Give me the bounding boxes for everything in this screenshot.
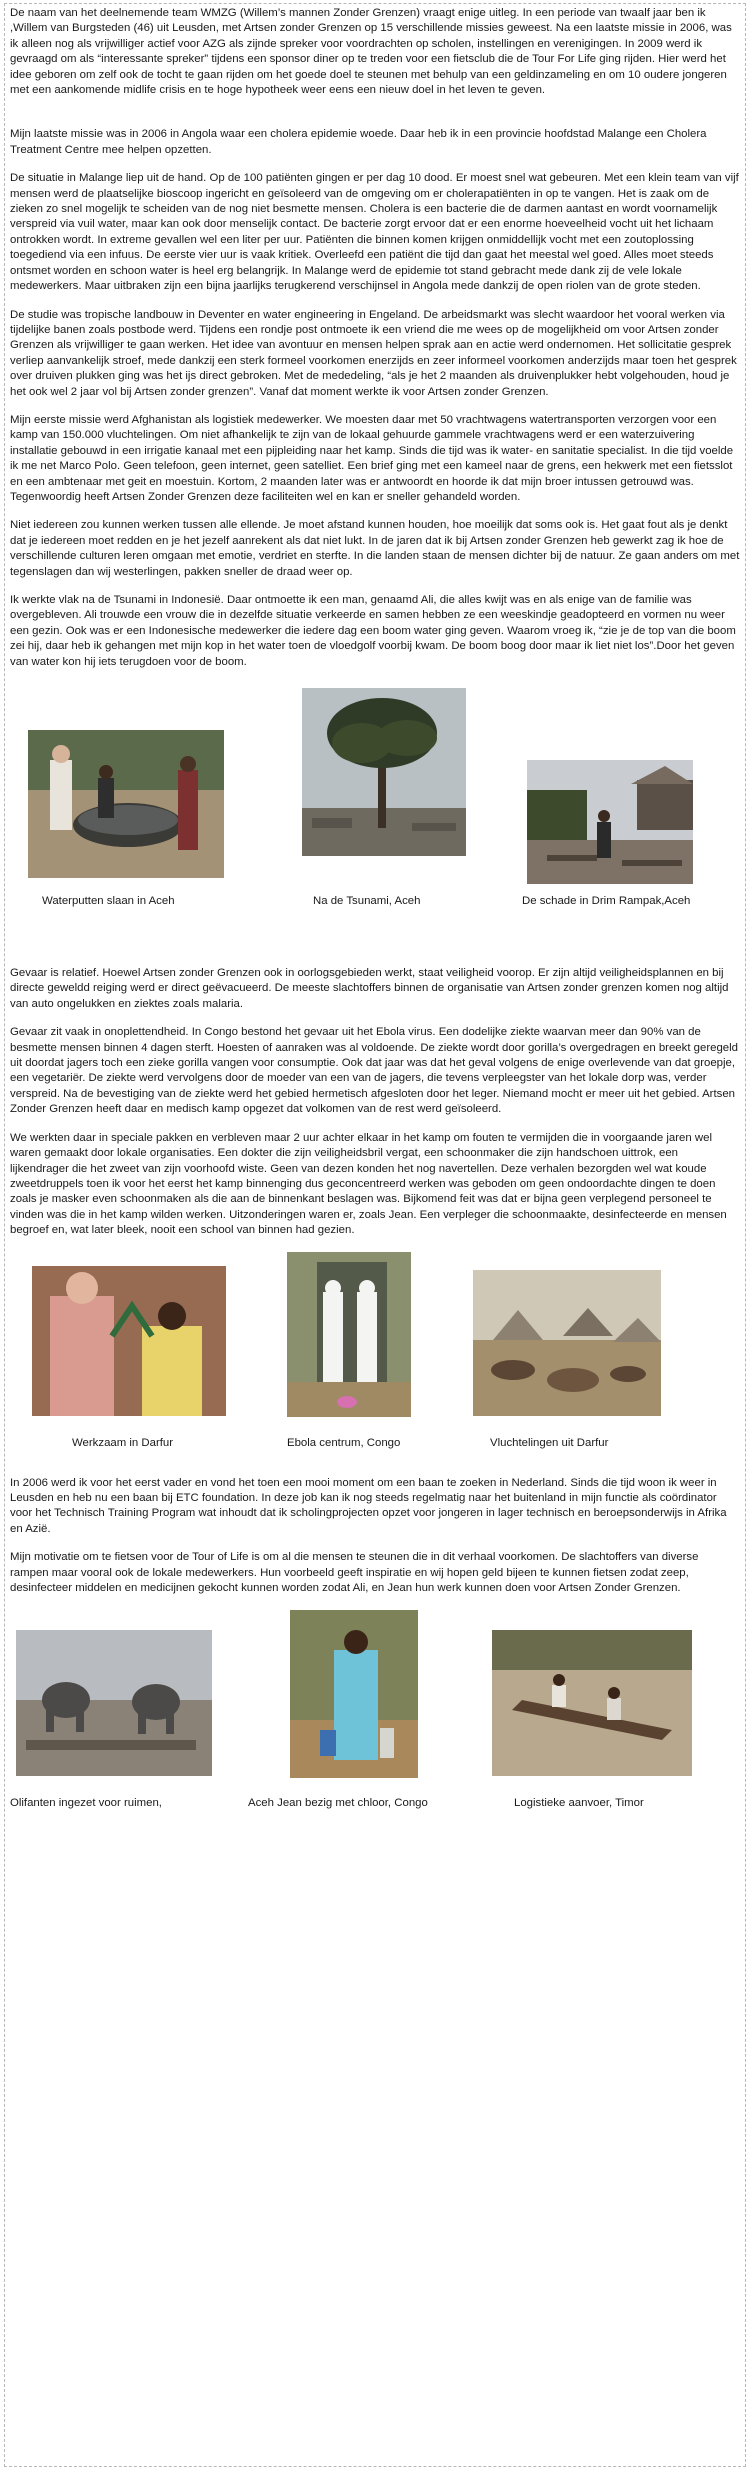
photo-row-aceh <box>10 688 740 926</box>
photo-row-darfur-congo <box>10 1252 740 1464</box>
caption-elephants: Olifanten ingezet voor ruimen, <box>10 1797 162 1810</box>
caption-canoe: Logistieke aanvoer, Timor <box>514 1797 644 1810</box>
camp-paragraph: We werkten daar in speciale pakken en verbleven maar 2 uur achter elkaar in het kamp om fouten te vermijden die in voorgaande jaren wel waren gemaakt door lokale organisaties. Een dokter die zijn veiligheidsbril vergat, een schoonmaker die zijn handschoen uittrok, een lijkendrager die het zweet van zijn voorhoofd wiste. Geen van dezen konden het nog navertellen. Deze verhalen bezorgden wel wat koude zweetdruppels toen ik voor het eerst het kamp binnenging dus geconcentreerd werken was geboden om geen ondoordachte dingen te doen zoals je masker even schoonmaken als die aan de binnenkant beslagen was. Bijkomend feit was dat er bijna geen verplegend personeel te vinden was die in het kamp wilden werken. Uitzonderingen waren er, zoals Jean. Een verpleger die schoonmaakte, desinfecteerde en mensen begroef en, wat later bleek, nooit een school van binnen had gezien. <box>10 1131 727 1237</box>
angola-paragraph: Mijn laatste missie was in 2006 in Angola waar een cholera epidemie woede. Daar heb ik in een provincie hoofdstad Malange een Cholera Treatment Centre mee helpen opzetten. <box>10 128 707 156</box>
darfur-workers-photo <box>32 1266 226 1416</box>
caption-destroyed-village: De schade in Drim Rampak,Aceh <box>522 895 691 908</box>
caption-tree-tsunami: Na de Tsunami, Aceh <box>313 895 421 908</box>
caption-refugee-camp: Vluchtelingen uit Darfur <box>490 1436 609 1449</box>
elephants-clearing-photo <box>16 1630 212 1776</box>
destroyed-village-photo <box>527 760 693 884</box>
study-paragraph: De studie was tropische landbouw in Deventer en water engineering in Engeland. De arbeidsmarkt was slecht waardoor het vooral werken via tijdelijke banen zoals postbode werd. Tijdens een rondje post ontmoete ik een vriend die me wees op de mogelijkheid om voor Artsen zonder Grenzen als vrijwilliger te gaan werken. Het idee van avontuur en mensen helpen sprak aan en actie werd ondernomen. Het sollicitatie gesprek verliep aanvankelijk stroef, mede dankzij een sterk formeel voorkomen enerzijds en zeer informeel voorkomen anderzijds maar toen het gesprek over druiven plukken ging was het ijs direct gebroken. Met de mededeling, “als je het 2 maanden als druivenplukker hebt volgehouden, houd je het ook wel 2 jaar vol bij Artsen zonder grenzen”. Vanaf dat moment werkte ik voor Artsen zonder Grenzen. <box>10 308 737 398</box>
canoe-transport-photo <box>492 1630 692 1776</box>
jean-chlorine-photo <box>290 1610 418 1778</box>
caption-ebola-centre: Ebola centrum, Congo <box>287 1436 401 1449</box>
motivation-paragraph: Mijn motivatie om te fietsen voor de Tour of Life is om al die mensen te steunen die in dit verhaal voorkomen. De slachtoffers van diverse rampen maar vooral ook de lokale medewerkers. Hun voorbeeld geeft inspiratie en wij hopen geld bijeen te kunnen fietsen zodat zeep, desinfecteer middelen en medicijnen gekocht kunnen worden zodat Ali, en Jean hun werk kunnen doen voor Artsen Zonder Grenzen. <box>10 1551 699 1594</box>
malange-paragraph: De situatie in Malange liep uit de hand. Op de 100 patiënten gingen er per dag 10 dood. Er moest snel wat gebeuren. Met een klein team van vijf mensen werd de plaatselijke bioscoop ingericht en geïsoleerd van de omgeving om er cholerapatiënten in op te vangen. Het is zaak om de zieken zo snel mogelijk te scheiden van de nog niet besmette mensen. Cholera is een bacterie die de darmen aantast en wordt voornamelijk verspreid via vuil water, maar kan ook door menselijk contact. De bacterie zorgt ervoor dat er een enorme hoeveelheid vocht uit het lichaam ontrokken wordt. In extreme gevallen wel een liter per uur. Patiënten die binnen komen krijgen onmiddellijk vocht met een zoutoplossing toegediend via een infuus. De eerste vier uur is vaak kritiek. Overleefd een patiënt die tijd dan gaat het meestal wel goed. Alles moet steeds ontsmet worden en schoon water is heel erg belangrijk. In Malange werd de epidemie tot stand gebracht mede dank zij de vele lokale medewerkers. Maar uitbraken zijn een bijna jaarlijks terugkerend verschijnsel in Angola mede dankzij de open riolen van de grote steden. <box>10 172 739 293</box>
ebola-paragraph: Gevaar zit vaak in onoplettendheid. In Congo bestond het gevaar uit het Ebola virus. Een dodelijke ziekte waarvan meer dan 90% van de besmette mensen binnen 4 dagen sterft. Hoesten of aanraken was al voldoende. De ziekte wordt door gorilla’s overgedragen en breekt geregeld uit doordat jagers toch een zieke gorilla vangen voor consumptie. Ook dat jaar was dat het geval volgens de enige overlevende van dat groepje, een vegetariër. De ziekte werd vervolgens door de moeder van een van de jagers, die tevens verpleegster van het lokale dorp was, verder verspreid. Na de bevestiging van de ziekte werd het gebied hermetisch afgesloten door het leger. Niemand mocht er meer uit het gebied. Artsen Zonder Grenzen heeft daar en medisch kamp opgezet dat volkomen van de rest werd geïsoleerd. <box>10 1026 738 1116</box>
ebola-centre-photo <box>287 1252 411 1417</box>
tree-after-tsunami-photo <box>302 688 466 856</box>
danger-paragraph: Gevaar is relatief. Hoewel Artsen zonder Grenzen ook in oorlogsgebieden werkt, staat veiligheid voorop. Er zijn altijd veiligheidsplannen en bij directe geweldd reiging werd er direct geëvacueerd. De meeste slachtoffers binnen de organisatie van Artsen zonder grenzen komen nog altijd van auto ongelukken en ziektes zoals malaria. <box>10 967 729 1010</box>
tsunami-paragraph: Ik werkte vlak na de Tsunami in Indonesië. Daar ontmoette ik een man, genaamd Ali, die alles kwijt was en als enige van de familie was overgebleven. Ali trouwde een vrouw die in dezelfde situatie verkeerde en samen hebben ze een weeskindje geadopteerd en vormen nu weer een gezin. Ook was er een Indonesische medewerker die iedere dag een boom water ging geven. Waarom vroeg ik, “zie je de top van die boom zei hij, daar heb ik gehangen met mijn kop in het water toen de vloedgolf voorbij kwam. De boom boog door maar ik liet niet los”.Door het geven van water kon hij iets terugdoen voor de boom. <box>10 594 736 668</box>
caption-jean-chlorine: Aceh Jean bezig met chloor, Congo <box>248 1797 428 1810</box>
photo-row-final <box>10 1610 740 1850</box>
caption-well-workers: Waterputten slaan in Aceh <box>42 895 175 908</box>
article <box>10 6 740 1850</box>
culture-paragraph: Niet iedereen zou kunnen werken tussen alle ellende. Je moet afstand kunnen houden, hoe moeilijk dat soms ook is. Het gaat fout als je denkt dat je iedereen moet redden en je het jezelf aanrekent als dat niet lukt. In de jaren dat ik bij Artsen zonder Grenzen heb gewerkt zag ik hoe de verschillende culturen leren omgaan met emotie, verdriet en sterfte. In die landen staan de mensen dichter bij de natuur. Ze gaan anders om met tegenslagen dan wij westerlingen, pakken sneller de draad weer op. <box>10 519 740 578</box>
well-workers-photo <box>28 730 224 878</box>
intro-paragraph: De naam van het deelnemende team WMZG (Willem’s mannen Zonder Grenzen) vraagt enige uitleg. In een periode van twaalf jaar ben ik ,Willem van Burgsteden (46) uit Leusden, met Artsen zonder Grenzen op 15 verschillende missies geweest. Na een laatste missie in 2006, was ik alleen nog als vrijwilliger actief voor AZG als zijnde spreker voor voordrachten op scholen, instellingen en verenigingen. In 2009 werd ik gevraagd om als “interessante spreker” tijdens een sponsor diner op te treden voor een fietsclub die de Tour For Life ging rijden. Hier werd het idee geboren om zelf ook de tocht te gaan rijden om het goede doel te steunen met behulp van een geldinzameling en om 10 oudere jongeren met een aankomende midlife crisis en te hoge hypotheek weer eens een nieuw doel in het leven te geven. <box>10 7 732 97</box>
caption-darfur-workers: Werkzaam in Darfur <box>72 1436 174 1449</box>
netherlands-paragraph: In 2006 werd ik voor het eerst vader en vond het toen een mooi moment om een baan te zoeken in Nederland. Sinds die tijd woon ik weer in Leusden en heb nu een baan bij ETC foundation. In deze job kan ik nog steeds regelmatig naar het buitenland in mijn functie als coördinator voor het Technisch Training Program wat inhoudt dat ik scholingprojecten opzet voor jongeren in lager technisch en beroepsonderwijs in Afrika en Azië. <box>10 1476 727 1535</box>
refugee-camp-photo <box>473 1270 661 1416</box>
afghanistan-paragraph: Mijn eerste missie werd Afghanistan als logistiek medewerker. We moesten daar met 50 vrachtwagens watertransporten verzorgen voor een kamp van 150.000 vluchtelingen. Om niet afhankelijk te zijn van de lokaal gehuurde gammele vrachtwagens werd er een waterzuivering installatie gebouwd in een irrigatie kanaal met een pijpleiding naar het kamp. Sinds die tijd was ik water- en sanitatie specialist. In die tijd voelde ik me net Marco Polo. Geen telefoon, geen internet, geen satelliet. Een brief ging met een kameel naar de grens, een hekwerk met een fietsslot en een ambtenaar met geit en moestuin. Kortom, 2 maanden later was er antwoordt en hoorde ik dat mijn broer intussen getrouwd was. Tegenwoordig heeft Artsen Zonder Grenzen deze faciliteiten wel en kan er sneller gehandeld worden. <box>10 413 734 503</box>
